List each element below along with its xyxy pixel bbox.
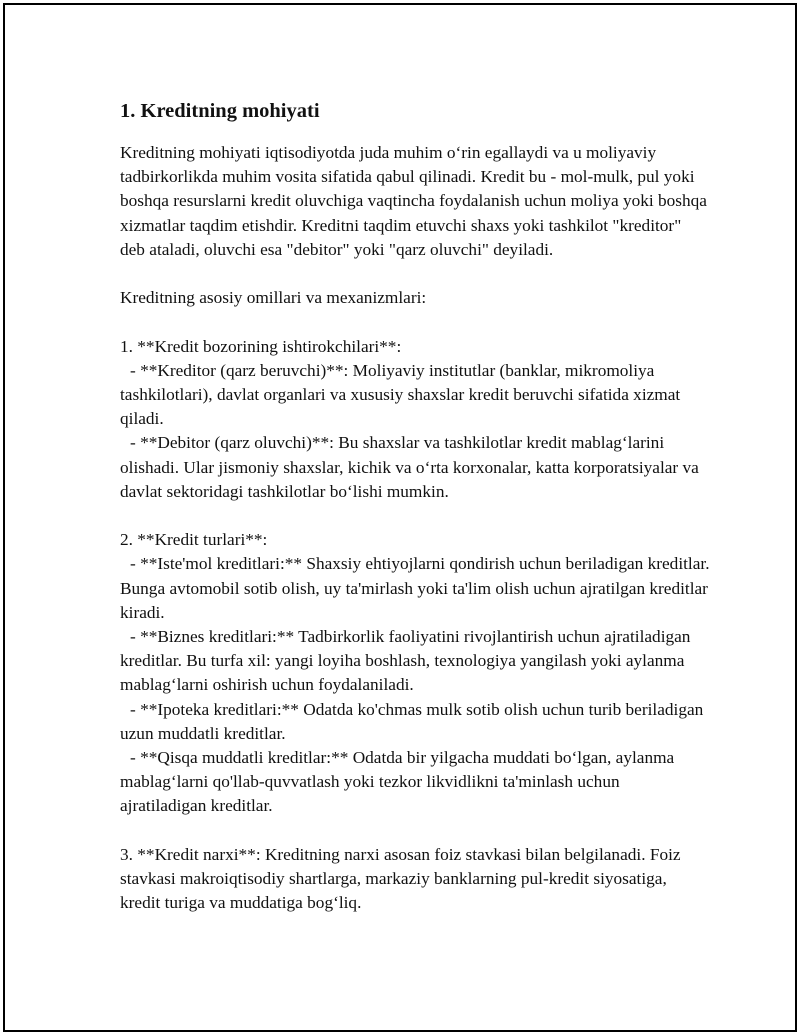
- paragraph-gap: [120, 262, 710, 286]
- section-2-item: [120, 746, 710, 819]
- section-1-item: [120, 431, 710, 504]
- intro-paragraph: Kreditning mohiyati iqtisodiyotda juda muhim o‘rin egallaydi va u moliyaviy tadbirkorlikda muhim vosita sifatida qabul qilinadi. Kredit bu - mol-mulk, pul yoki boshqa resurslarni kredit oluvchiga vaqtincha foydalanish uchun moliya yoki boshqa xizmatlar taqdim etishdir. Kreditni taqdim etuvchi shaxs yoki tashkilot "kreditor" deb ataladi, oluvchi esa "debitor" yoki "qarz oluvchi" deyiladi.: [120, 143, 707, 259]
- paragraph-gap: [120, 310, 710, 334]
- section-2-item: [120, 625, 710, 698]
- section-2-title: 2. **Kredit turlari**:: [120, 530, 268, 550]
- section-2-item: [120, 552, 710, 625]
- section-2-item: [120, 698, 710, 746]
- section-2-item-text: - **Ipoteka kreditlari:** Odatda ko'chmas mulk sotib olish uchun turib beriladigan uzun muddatli kreditlar.: [120, 699, 704, 743]
- section-1-item-text: - **Kreditor (qarz beruvchi)**: Moliyaviy institutlar (banklar, mikromoliya tashkilotlari), davlat organlari va xususiy shaxslar kredit beruvchi sifatida xizmat qiladi.: [120, 360, 681, 429]
- section-2-item-text: - **Biznes kreditlari:** Tadbirkorlik faoliyatini rivojlantirish uchun ajratiladigan kreditlar. Bu turfa xil: yangi loyiha boshlash, texnologiya yangilash yoki aylanma mablag‘larni oshirish uchun foydalaniladi.: [120, 627, 691, 695]
- section-1-item: [120, 359, 710, 432]
- document-body: [120, 97, 710, 915]
- paragraph-gap: [120, 819, 710, 843]
- section-2-item-text: - **Iste'mol kreditlari:** Shaxsiy ehtiyojlarni qondirish uchun beriladigan kreditlar. Bunga avtomobil sotib olish, uy ta'mirlash yoki ta'lim olish uchun ajratilgan kreditlar kiradi.: [120, 554, 710, 622]
- paragraph-gap: [120, 504, 710, 528]
- section-heading: 1. Kreditning mohiyati: [120, 100, 320, 122]
- section-3-paragraph: 3. **Kredit narxi**: Kreditning narxi asosan foiz stavkasi bilan belgilanadi. Foiz stavkasi makroiqtisodiy shartlarga, markaziy banklarning pul-kredit siyosatiga, kredit turiga va muddatiga bog‘liq.: [120, 844, 681, 913]
- document-page: [3, 3, 797, 1032]
- section-1-item-text: - **Debitor (qarz oluvchi)**: Bu shaxslar va tashkilotlar kredit mablag‘larini olishadi. Ular jismoniy shaxslar, kichik va o‘rta korxonalar, katta korporatsiyalar va davlat sektoridagi tashkilotlar bo‘lishi mumkin.: [120, 433, 699, 501]
- section-2-item-text: - **Qisqa muddatli kreditlar:** Odatda bir yilgacha muddati bo‘lgan, aylanma mablag‘larni qo'llab-quvvatlash yoki tezkor likvidlikni ta'minlash uchun ajratiladigan kreditlar.: [120, 748, 675, 816]
- section-1-title: 1. **Kredit bozorining ishtirokchilari**:: [120, 336, 402, 356]
- lead-paragraph: Kreditning asosiy omillari va mexanizmlari:: [120, 288, 427, 308]
